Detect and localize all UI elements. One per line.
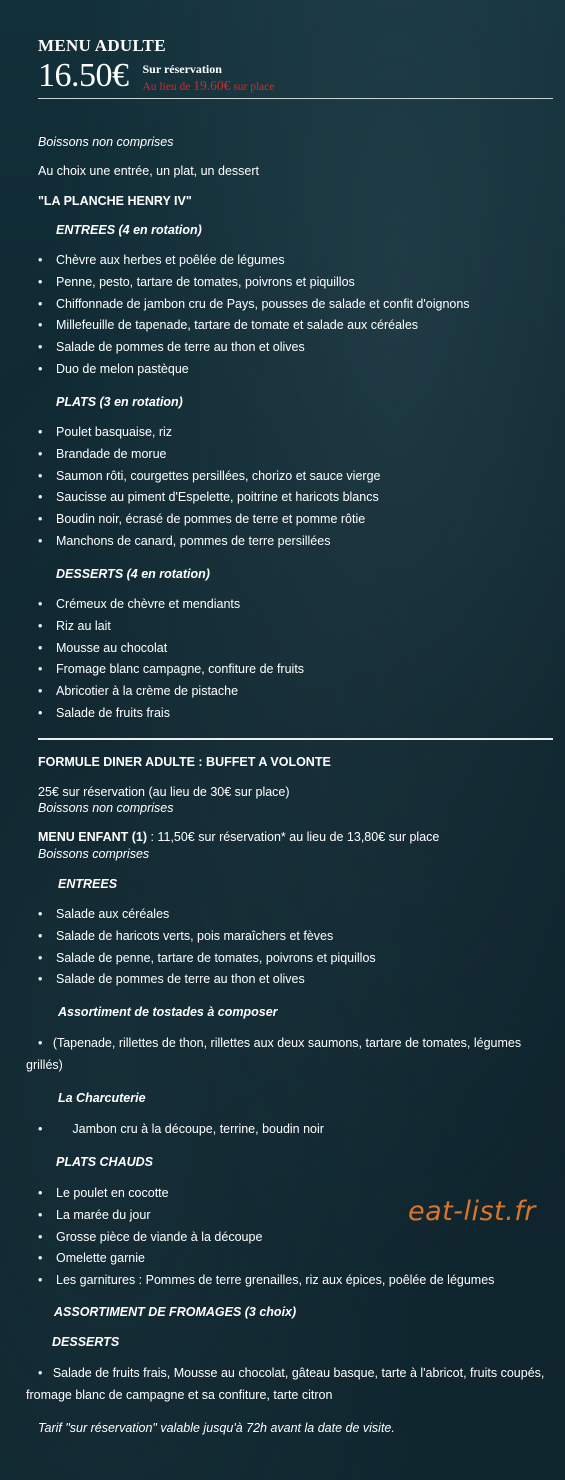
list-item: • Abricotier à la crème de pistache <box>38 681 553 703</box>
tostades-text: (Tapenade, rillettes de thon, rillettes aux deux saumons, tartare de tomates, légumes grillés) <box>26 1036 522 1072</box>
instead-suffix: sur place <box>233 81 275 93</box>
planche-title: "LA PLANCHE HENRY IV" <box>38 194 192 208</box>
desserts-list <box>38 594 553 725</box>
kids-entrees-list <box>38 904 553 991</box>
price-row <box>38 58 553 94</box>
plats-heading: PLATS (3 en rotation) <box>56 395 183 409</box>
kids-desserts-text: Salade de fruits frais, Mousse au chocolat, gâteau basque, tarte à l'abricot, fruits coupés, fromage blanc de campagne et sa confiture, tarte citron <box>26 1366 545 1402</box>
charcuterie-item <box>38 1119 553 1141</box>
entrees-list <box>38 250 553 381</box>
menu-header <box>38 36 553 99</box>
charcuterie-text: Jambon cru à la découpe, terrine, boudin noir <box>72 1122 324 1136</box>
list-item: • Brandade de morue <box>38 444 553 466</box>
plats-list <box>38 422 553 553</box>
section-divider <box>38 738 553 740</box>
charcuterie-heading: La Charcuterie <box>58 1091 146 1105</box>
instead-price-line <box>143 78 275 94</box>
list-item: • Le poulet en cocotte <box>38 1183 553 1205</box>
list-item: • Omelette garnie <box>38 1248 553 1270</box>
list-item: • Penne, pesto, tartare de tomates, poivrons et piquillos <box>38 272 553 294</box>
tostades-heading: Assortiment de tostades à composer <box>58 1005 278 1019</box>
bullet: • <box>38 1122 43 1136</box>
kids-menu-price: : 11,50€ sur réservation* au lieu de 13,80€ sur place <box>147 830 440 844</box>
list-item: • Salade de penne, tartare de tomates, poivrons et piquillos <box>38 948 553 970</box>
list-item: • Chèvre aux herbes et poêlée de légumes <box>38 250 553 272</box>
fromages-heading: ASSORTIMENT DE FROMAGES (3 choix) <box>54 1305 297 1319</box>
bullet: • <box>38 1366 43 1380</box>
list-item: • Salade de fruits frais <box>38 703 553 725</box>
drinks-not-included: Boissons non comprises <box>38 135 174 149</box>
kids-desserts-item <box>26 1363 553 1406</box>
list-item: • Les garnitures : Pommes de terre grenailles, riz aux épices, poêlée de légumes <box>38 1270 553 1292</box>
footer-note: Tarif "sur réservation" valable jusqu'à 72h avant la date de visite. <box>38 1421 395 1435</box>
list-item: • Crémeux de chèvre et mendiants <box>38 594 553 616</box>
list-item: • Manchons de canard, pommes de terre persillées <box>38 531 553 553</box>
list-item: • Boudin noir, écrasé de pommes de terre et pomme rôtie <box>38 509 553 531</box>
plats-chauds-heading: PLATS CHAUDS <box>56 1155 153 1169</box>
diner-heading: FORMULE DINER ADULTE : BUFFET A VOLONTE <box>38 755 331 769</box>
kids-desserts-heading: DESSERTS <box>52 1335 120 1349</box>
list-item: • Fromage blanc campagne, confiture de fruits <box>38 659 553 681</box>
list-item: • Saumon rôti, courgettes persillées, chorizo et sauce vierge <box>38 466 553 488</box>
entrees-heading: ENTREES (4 en rotation) <box>56 223 202 237</box>
choice-text: Au choix une entrée, un plat, un dessert <box>38 164 259 178</box>
list-item: • Grosse pièce de viande à la découpe <box>38 1227 553 1249</box>
list-item: • Mousse au chocolat <box>38 638 553 660</box>
list-item: • Salade de pommes de terre au thon et olives <box>38 969 553 991</box>
reservation-label: Sur réservation <box>142 62 222 76</box>
instead-prefix: Au lieu de <box>142 81 191 93</box>
tostades-item <box>26 1033 553 1076</box>
divider <box>38 98 553 99</box>
kids-menu-label: MENU ENFANT (1) <box>38 830 148 844</box>
kids-entrees-heading: ENTREES <box>58 877 118 891</box>
list-item: • Salade aux céréales <box>38 904 553 926</box>
bullet: • <box>38 1036 43 1050</box>
kids-drinks: Boissons comprises <box>38 847 150 861</box>
list-item: • Salade de pommes de terre au thon et olives <box>38 337 553 359</box>
list-item: • La marée du jour <box>38 1205 553 1227</box>
list-item: • Saucisse au piment d'Espelette, poitrine et haricots blancs <box>38 487 553 509</box>
list-item: • Poulet basquaise, riz <box>38 422 553 444</box>
menu-title: MENU ADULTE <box>38 36 166 55</box>
desserts-heading: DESSERTS (4 en rotation) <box>56 567 210 581</box>
list-item: • Riz au lait <box>38 616 553 638</box>
watermark-logo: eat-list.fr <box>408 1196 536 1227</box>
list-item: • Salade de haricots verts, pois maraîchers et fèves <box>38 926 553 948</box>
diner-price: 25€ sur réservation (au lieu de 30€ sur place) <box>38 785 290 799</box>
diner-drinks: Boissons non comprises <box>38 801 174 815</box>
list-item: • Millefeuille de tapenade, tartare de tomate et salade aux céréales <box>38 315 553 337</box>
menu-price: 16.50€ <box>38 57 129 94</box>
instead-price: 19.60€ <box>193 78 231 93</box>
price-details <box>143 62 275 94</box>
kids-menu-line <box>38 829 553 845</box>
list-item: • Chiffonnade de jambon cru de Pays, pousses de salade et confit d'oignons <box>38 294 553 316</box>
list-item: • Duo de melon pastèque <box>38 359 553 381</box>
